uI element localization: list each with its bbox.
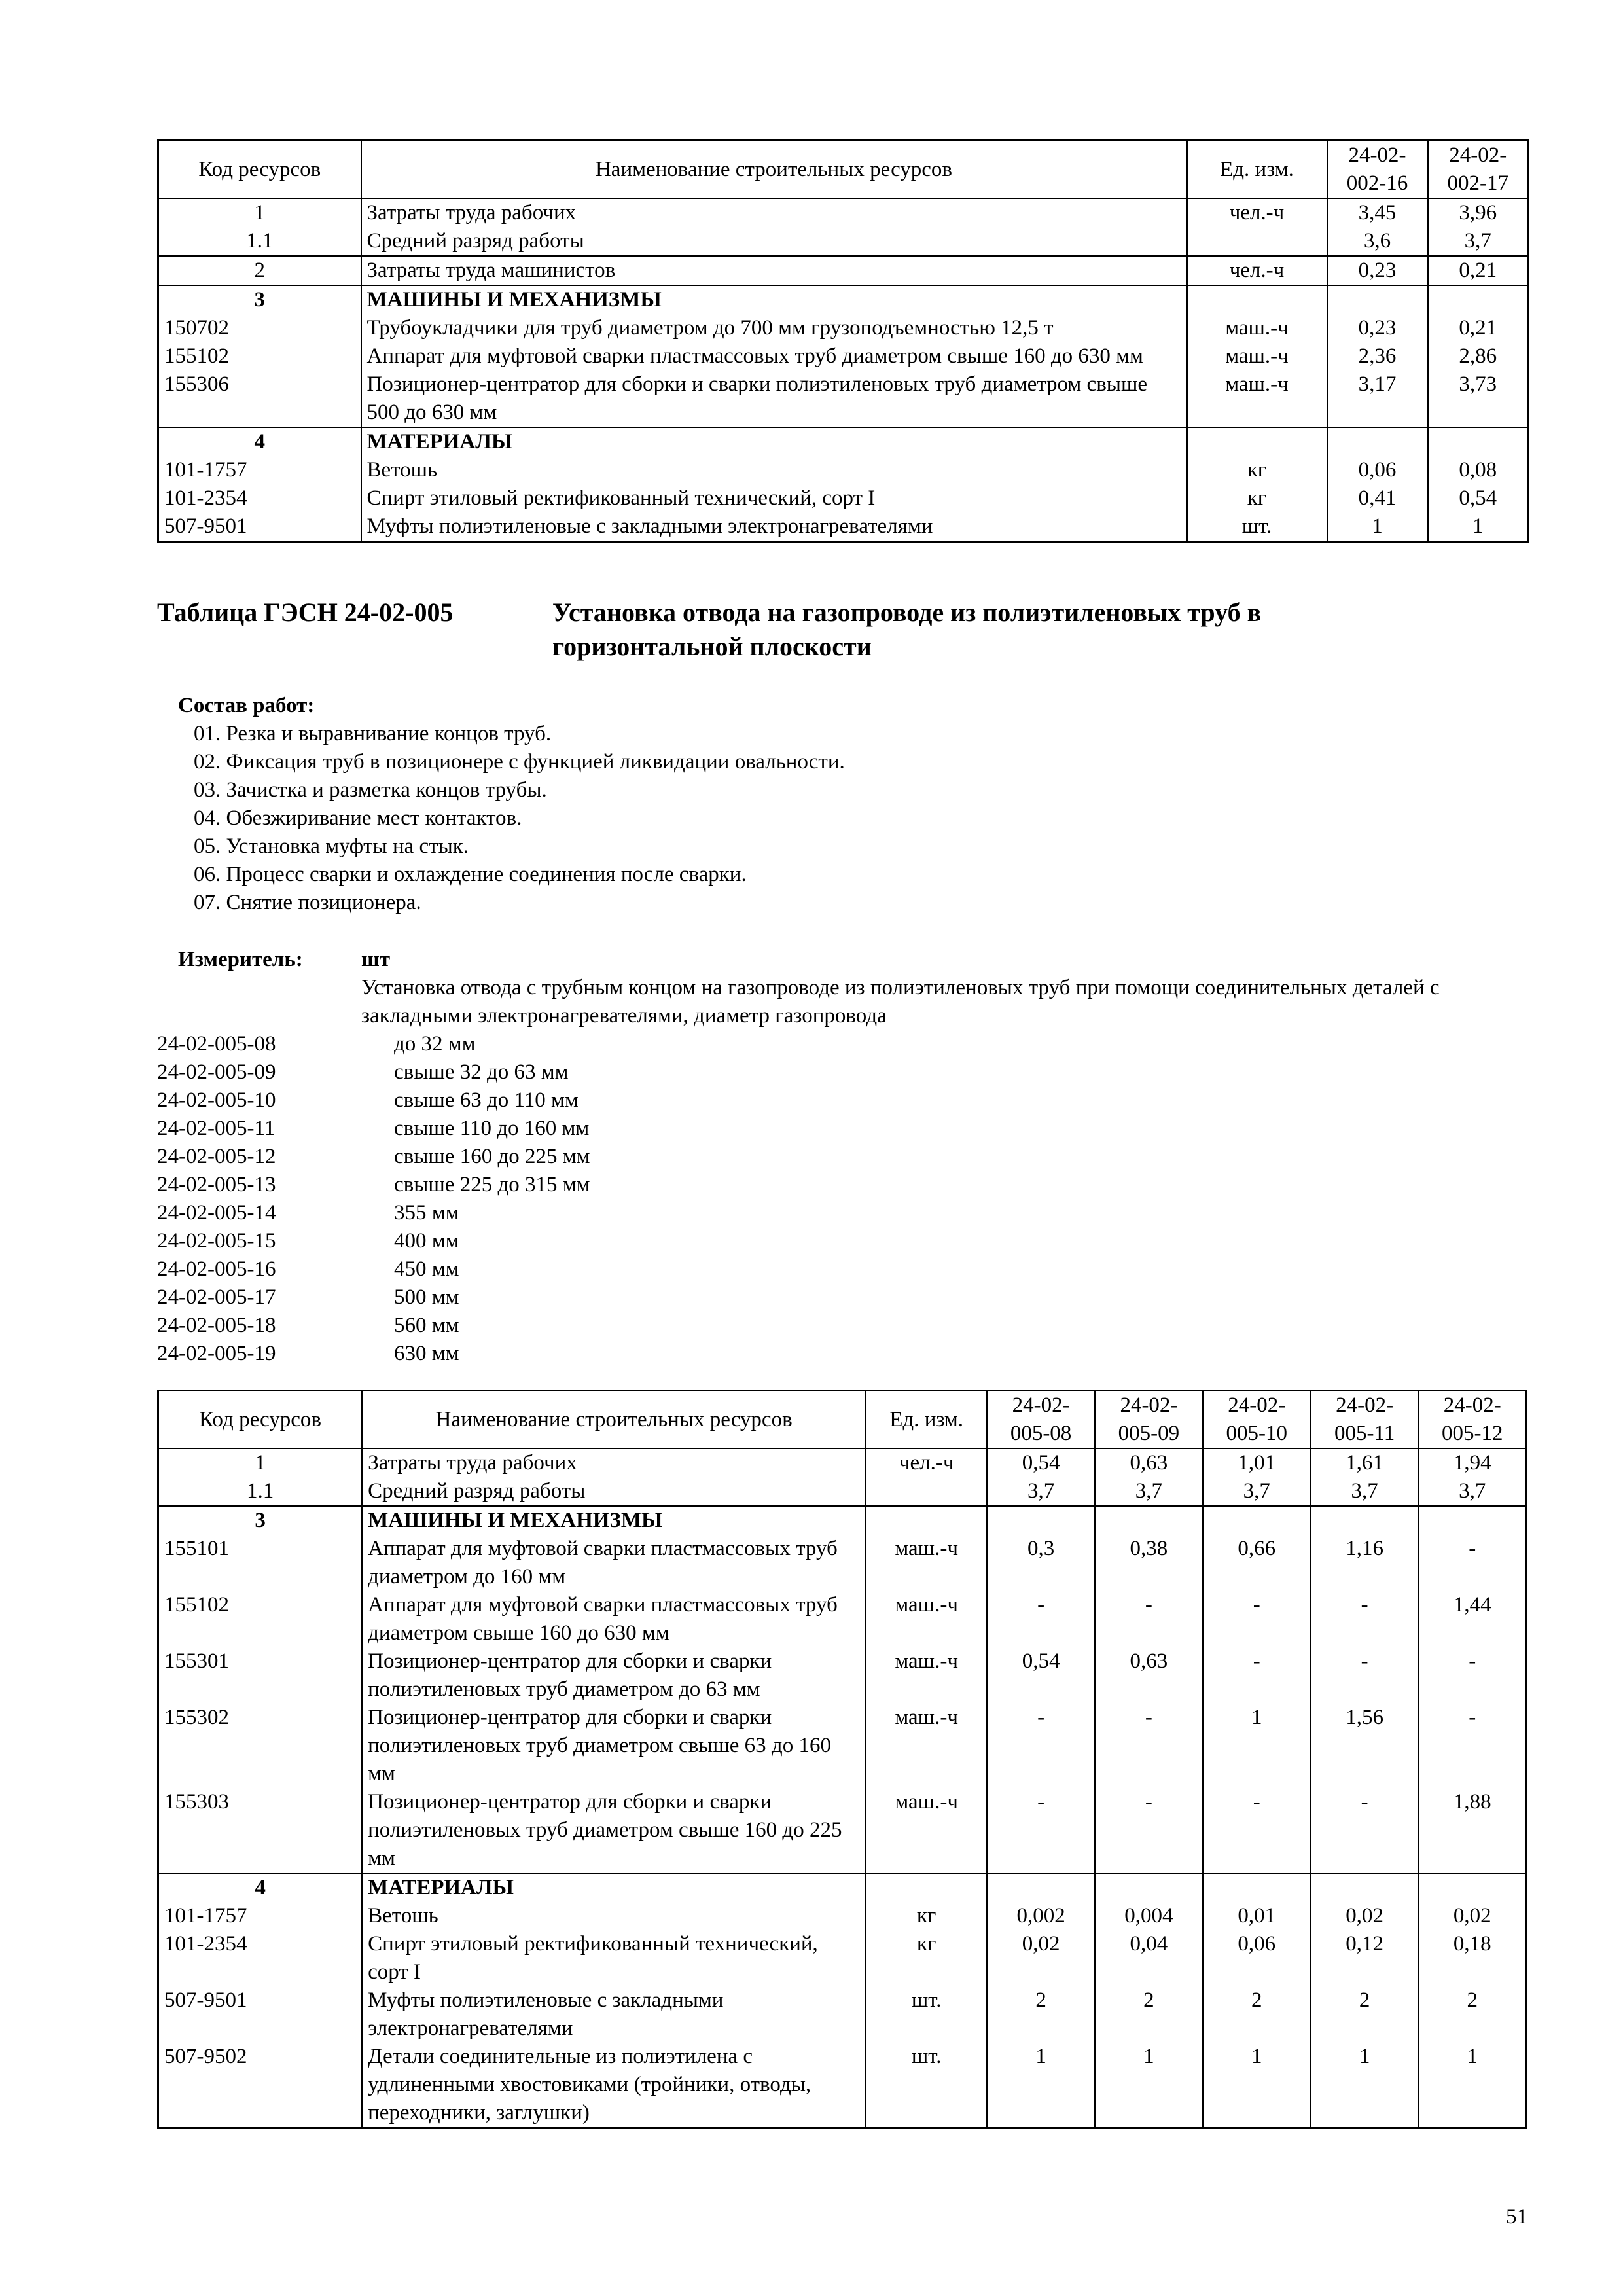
column-header: Код ресурсов [158, 1391, 363, 1449]
item-description: свыше 110 до 160 мм [394, 1117, 590, 1140]
table-row [158, 227, 1529, 256]
item-descriptions-list [394, 1030, 983, 1368]
item-code: 24-02-005-16 [157, 1257, 276, 1281]
resource-name-cell: Позиционер-центратор для сборки и сварки полиэтиленовых труб диаметром свыше 160 до 225 мм [362, 1788, 866, 1873]
unit-cell: чел.-ч [1187, 198, 1327, 227]
value-cell: - [1203, 1788, 1311, 1873]
work-item: 06. Процесс сварки и охлаждение соединения после сварки. [194, 863, 747, 886]
column-header: Наименование строительных ресурсов [362, 1391, 866, 1449]
value-cell: 3,7 [1095, 1477, 1203, 1506]
resource-code-cell: 4 [158, 427, 361, 456]
value-cell: 0,66 [1203, 1535, 1311, 1591]
resources-table-2 [157, 1390, 1527, 2129]
item-description: 630 мм [394, 1342, 459, 1365]
table-code-heading: Таблица ГЭСН 24-02-005 [157, 598, 454, 627]
value-cell: 0,41 [1327, 484, 1428, 512]
value-cell: 1,88 [1419, 1788, 1527, 1873]
value-cell: 0,23 [1327, 314, 1428, 342]
value-cell [1095, 1506, 1203, 1535]
value-cell: 1,16 [1311, 1535, 1419, 1591]
item-description: свыше 32 до 63 мм [394, 1060, 569, 1084]
work-item: 05. Установка муфты на стык. [194, 834, 469, 858]
unit-cell [866, 1506, 987, 1535]
unit-cell: маш.-ч [866, 1788, 987, 1873]
resource-code-cell: 101-1757 [164, 458, 247, 482]
resource-code-cell: 1.1 [246, 1479, 274, 1503]
table-row [158, 1647, 1527, 1704]
value-cell: 0,63 [1095, 1448, 1203, 1477]
value-cell [1327, 427, 1428, 456]
table-row [158, 256, 1529, 285]
item-code: 24-02-005-13 [157, 1173, 276, 1196]
item-code: 24-02-005-19 [157, 1342, 276, 1365]
column-header: Наименование строительных ресурсов [361, 141, 1187, 199]
column-header: 24-02- 002-16 [1327, 141, 1428, 199]
table-title-heading: Установка отвода на газопроводе из полиэтиленовых труб в горизонтальной плоскости [552, 598, 1262, 661]
value-cell: 2,36 [1327, 342, 1428, 370]
meter-value: шт [361, 948, 391, 971]
value-cell [1095, 1873, 1203, 1902]
resource-code-cell: 507-9501 [164, 1988, 247, 2012]
unit-cell: маш.-ч [866, 1704, 987, 1788]
value-cell: 0,23 [1327, 256, 1428, 285]
resource-code-cell: 155102 [164, 344, 229, 368]
value-cell: 0,3 [987, 1535, 1095, 1591]
value-cell: 1,44 [1419, 1591, 1527, 1647]
value-cell: 1 [1428, 512, 1529, 542]
work-composition-heading: Состав работ: [178, 694, 315, 717]
resource-name-cell: МАШИНЫ И МЕХАНИЗМЫ [361, 285, 1187, 314]
value-cell: 1 [1203, 2043, 1311, 2128]
resource-code-cell: 150702 [164, 316, 229, 340]
item-code: 24-02-005-18 [157, 1314, 276, 1337]
unit-cell [1187, 427, 1327, 456]
value-cell: - [1311, 1591, 1419, 1647]
resource-code-cell: 101-1757 [164, 1904, 247, 1928]
value-cell: 2 [1203, 1986, 1311, 2043]
value-cell: - [1203, 1591, 1311, 1647]
item-description: 450 мм [394, 1257, 459, 1281]
work-item: 03. Зачистка и разметка концов трубы. [194, 778, 547, 802]
value-cell [1311, 1873, 1419, 1902]
table-row [158, 1704, 1527, 1788]
column-header: Код ресурсов [158, 141, 361, 199]
value-cell: 3,6 [1327, 227, 1428, 256]
column-header: 24-02- 005-10 [1203, 1391, 1311, 1449]
item-code: 24-02-005-17 [157, 1285, 276, 1309]
resource-name-cell: Аппарат для муфтовой сварки пластмассовых труб диаметром свыше 160 до 630 мм [362, 1591, 866, 1647]
meter-label: Измеритель: [178, 948, 303, 971]
value-cell: - [987, 1788, 1095, 1873]
resource-code-cell: 155306 [164, 372, 229, 396]
value-cell: - [1419, 1535, 1527, 1591]
item-description: свыше 63 до 110 мм [394, 1088, 579, 1112]
item-code: 24-02-005-10 [157, 1088, 276, 1112]
resource-name-cell: Аппарат для муфтовой сварки пластмассовых труб диаметром свыше 160 до 630 мм [361, 342, 1187, 370]
value-cell: 3,7 [1203, 1477, 1311, 1506]
table-row [158, 1930, 1527, 1986]
item-description: 355 мм [394, 1201, 459, 1225]
value-cell: 0,002 [987, 1902, 1095, 1930]
resource-code-cell: 1.1 [246, 229, 274, 253]
column-header: Ед. изм. [1187, 141, 1327, 199]
value-cell: 0,02 [1311, 1902, 1419, 1930]
table-row [158, 512, 1529, 542]
table-row [158, 342, 1529, 370]
unit-cell: кг [1187, 484, 1327, 512]
value-cell: 3,17 [1327, 370, 1428, 427]
value-cell: 0,02 [987, 1930, 1095, 1986]
unit-cell: маш.-ч [866, 1535, 987, 1591]
value-cell: 0,54 [987, 1448, 1095, 1477]
value-cell: 1 [987, 2043, 1095, 2128]
unit-cell: маш.-ч [1187, 370, 1327, 427]
work-item: 02. Фиксация труб в позиционере с функцией ликвидации овальности. [194, 750, 845, 774]
table-row [158, 1591, 1527, 1647]
resource-name-cell: Затраты труда машинистов [361, 256, 1187, 285]
value-cell: 0,54 [987, 1647, 1095, 1704]
unit-cell: кг [866, 1902, 987, 1930]
value-cell: 0,06 [1203, 1930, 1311, 1986]
resource-name-cell: Затраты труда рабочих [361, 198, 1187, 227]
resource-name-cell: МАШИНЫ И МЕХАНИЗМЫ [362, 1506, 866, 1535]
item-description: 560 мм [394, 1314, 459, 1337]
value-cell: 3,7 [1311, 1477, 1419, 1506]
resource-name-cell: Муфты полиэтиленовые с закладными электронагревателями [361, 512, 1187, 542]
resource-name-cell: МАТЕРИАЛЫ [362, 1873, 866, 1902]
resource-code-cell: 101-2354 [164, 1932, 247, 1956]
value-cell: 3,7 [987, 1477, 1095, 1506]
resource-name-cell: Спирт этиловый ректификованный технический, сорт I [361, 484, 1187, 512]
value-cell: 1 [1095, 2043, 1203, 2128]
unit-cell: кг [1187, 456, 1327, 484]
work-composition-list [194, 720, 1437, 917]
value-cell [987, 1506, 1095, 1535]
value-cell [1203, 1506, 1311, 1535]
item-code: 24-02-005-08 [157, 1032, 276, 1056]
resource-code-cell: 155302 [164, 1706, 229, 1729]
item-description: до 32 мм [394, 1032, 476, 1056]
work-item: 07. Снятие позиционера. [194, 891, 421, 914]
value-cell: - [1203, 1647, 1311, 1704]
resource-code-cell: 155301 [164, 1649, 229, 1673]
item-description: 400 мм [394, 1229, 459, 1253]
resource-code-cell: 2 [158, 256, 361, 285]
value-cell: 2 [987, 1986, 1095, 2043]
item-code: 24-02-005-15 [157, 1229, 276, 1253]
table-row [158, 1873, 1527, 1902]
item-code: 24-02-005-12 [157, 1145, 276, 1168]
table-row [158, 1477, 1527, 1506]
resource-code-cell: 507-9501 [164, 514, 247, 538]
unit-cell: шт. [866, 1986, 987, 2043]
resource-code-cell: 507-9502 [164, 2045, 247, 2068]
unit-cell: маш.-ч [866, 1647, 987, 1704]
table-row [158, 1448, 1527, 1477]
value-cell: - [1311, 1788, 1419, 1873]
value-cell: 2,86 [1428, 342, 1529, 370]
work-item: 04. Обезжиривание мест контактов. [194, 806, 522, 830]
table-row [158, 1506, 1527, 1535]
value-cell: 1,56 [1311, 1704, 1419, 1788]
resource-name-cell: Муфты полиэтиленовые с закладными электронагревателями [362, 1986, 866, 2043]
resource-code-cell: 155102 [164, 1593, 229, 1617]
table-row [158, 2043, 1527, 2128]
table-row [158, 1788, 1527, 1873]
value-cell: - [1311, 1647, 1419, 1704]
column-header: Ед. изм. [866, 1391, 987, 1449]
resource-name-cell: Позиционер-центратор для сборки и сварки полиэтиленовых труб диаметром свыше 500 до 630 мм [361, 370, 1187, 427]
unit-cell: маш.-ч [1187, 342, 1327, 370]
table-row [158, 314, 1529, 342]
value-cell: 1,61 [1311, 1448, 1419, 1477]
value-cell: - [1419, 1704, 1527, 1788]
resource-name-cell: Затраты труда рабочих [362, 1448, 866, 1477]
value-cell: 0,06 [1327, 456, 1428, 484]
value-cell: 1 [1311, 2043, 1419, 2128]
table-row [158, 427, 1529, 456]
value-cell: 0,004 [1095, 1902, 1203, 1930]
meter-description: Установка отвода с трубным концом на газопроводе из полиэтиленовых труб при помощи соединительных деталей с закладными электронагревателями, диаметр газопровода [361, 976, 1440, 1028]
value-cell: 3,73 [1428, 370, 1529, 427]
unit-cell: шт. [866, 2043, 987, 2128]
value-cell: - [1095, 1704, 1203, 1788]
item-description: 500 мм [394, 1285, 459, 1309]
value-cell [1327, 285, 1428, 314]
value-cell: 0,01 [1203, 1902, 1311, 1930]
item-codes-list [157, 1030, 366, 1368]
value-cell: 0,38 [1095, 1535, 1203, 1591]
value-cell: 0,02 [1419, 1902, 1527, 1930]
value-cell: 1,01 [1203, 1448, 1311, 1477]
value-cell: - [1095, 1591, 1203, 1647]
resource-name-cell: Ветошь [362, 1902, 866, 1930]
resource-code-cell: 4 [158, 1873, 363, 1902]
value-cell: 1,94 [1419, 1448, 1527, 1477]
value-cell: 0,54 [1428, 484, 1529, 512]
item-description: свыше 225 до 315 мм [394, 1173, 590, 1196]
value-cell: 0,08 [1428, 456, 1529, 484]
value-cell [1428, 285, 1529, 314]
work-item: 01. Резка и выравнивание концов труб. [194, 722, 552, 745]
unit-cell [866, 1477, 987, 1506]
value-cell: - [987, 1591, 1095, 1647]
resource-name-cell: Аппарат для муфтовой сварки пластмассовых труб диаметром до 160 мм [362, 1535, 866, 1591]
value-cell: - [1419, 1647, 1527, 1704]
item-code: 24-02-005-14 [157, 1201, 276, 1225]
item-code: 24-02-005-09 [157, 1060, 276, 1084]
value-cell [987, 1873, 1095, 1902]
resource-name-cell: Спирт этиловый ректификованный технический, сорт I [362, 1930, 866, 1986]
value-cell: - [987, 1704, 1095, 1788]
table-row [158, 285, 1529, 314]
resource-code-cell: 1 [158, 1448, 363, 1477]
value-cell: 1 [1327, 512, 1428, 542]
unit-cell: шт. [1187, 512, 1327, 542]
resources-table-1 [157, 139, 1529, 543]
value-cell [1428, 427, 1529, 456]
resource-name-cell: Трубоукладчики для труб диаметром до 700 мм грузоподъемностью 12,5 т [361, 314, 1187, 342]
resource-code-cell: 3 [158, 1506, 363, 1535]
value-cell: 3,7 [1419, 1477, 1527, 1506]
resource-name-cell: Ветошь [361, 456, 1187, 484]
column-header: 24-02- 005-11 [1311, 1391, 1419, 1449]
unit-cell: маш.-ч [866, 1591, 987, 1647]
resource-name-cell: Средний разряд работы [361, 227, 1187, 256]
unit-cell: чел.-ч [866, 1448, 987, 1477]
value-cell [1311, 1506, 1419, 1535]
value-cell: 0,63 [1095, 1647, 1203, 1704]
table-row [158, 1986, 1527, 2043]
table-row [158, 1902, 1527, 1930]
value-cell: 0,18 [1419, 1930, 1527, 1986]
item-description: свыше 160 до 225 мм [394, 1145, 590, 1168]
table-row [158, 1535, 1527, 1591]
table-row [158, 370, 1529, 427]
resource-code-cell: 155303 [164, 1790, 229, 1814]
column-header: 24-02- 005-08 [987, 1391, 1095, 1449]
table-row [158, 198, 1529, 227]
unit-cell [1187, 285, 1327, 314]
resource-code-cell: 3 [158, 285, 361, 314]
value-cell: 2 [1419, 1986, 1527, 2043]
value-cell [1419, 1873, 1527, 1902]
resource-code-cell: 101-2354 [164, 486, 247, 510]
resource-name-cell: Позиционер-центратор для сборки и сварки полиэтиленовых труб диаметром свыше 63 до 160 мм [362, 1704, 866, 1788]
value-cell: 0,04 [1095, 1930, 1203, 1986]
unit-cell: чел.-ч [1187, 256, 1327, 285]
resource-name-cell: Средний разряд работы [362, 1477, 866, 1506]
value-cell: 2 [1311, 1986, 1419, 2043]
item-code: 24-02-005-11 [157, 1117, 276, 1140]
resource-code-cell: 1 [158, 198, 361, 227]
value-cell: 3,45 [1327, 198, 1428, 227]
resource-name-cell: МАТЕРИАЛЫ [361, 427, 1187, 456]
value-cell: 2 [1095, 1986, 1203, 2043]
value-cell: 3,7 [1428, 227, 1529, 256]
value-cell: 1 [1419, 2043, 1527, 2128]
value-cell [1419, 1506, 1527, 1535]
value-cell: - [1095, 1788, 1203, 1873]
resource-code-cell: 155101 [164, 1537, 229, 1560]
unit-cell [1187, 227, 1327, 256]
column-header: 24-02- 005-12 [1419, 1391, 1527, 1449]
table-row [158, 484, 1529, 512]
resource-name-cell: Позиционер-центратор для сборки и сварки полиэтиленовых труб диаметром до 63 мм [362, 1647, 866, 1704]
unit-cell: кг [866, 1930, 987, 1986]
unit-cell [866, 1873, 987, 1902]
value-cell: 0,21 [1428, 314, 1529, 342]
table-row [158, 456, 1529, 484]
value-cell: 0,12 [1311, 1930, 1419, 1986]
value-cell: 0,21 [1428, 256, 1529, 285]
resource-name-cell: Детали соединительные из полиэтилена с удлиненными хвостовиками (тройники, отводы, переходники, заглушки) [362, 2043, 866, 2128]
page-number: 51 [1506, 2205, 1527, 2229]
value-cell [1203, 1873, 1311, 1902]
value-cell: 3,96 [1428, 198, 1529, 227]
column-header: 24-02- 005-09 [1095, 1391, 1203, 1449]
column-header: 24-02- 002-17 [1428, 141, 1529, 199]
unit-cell: маш.-ч [1187, 314, 1327, 342]
value-cell: 1 [1203, 1704, 1311, 1788]
